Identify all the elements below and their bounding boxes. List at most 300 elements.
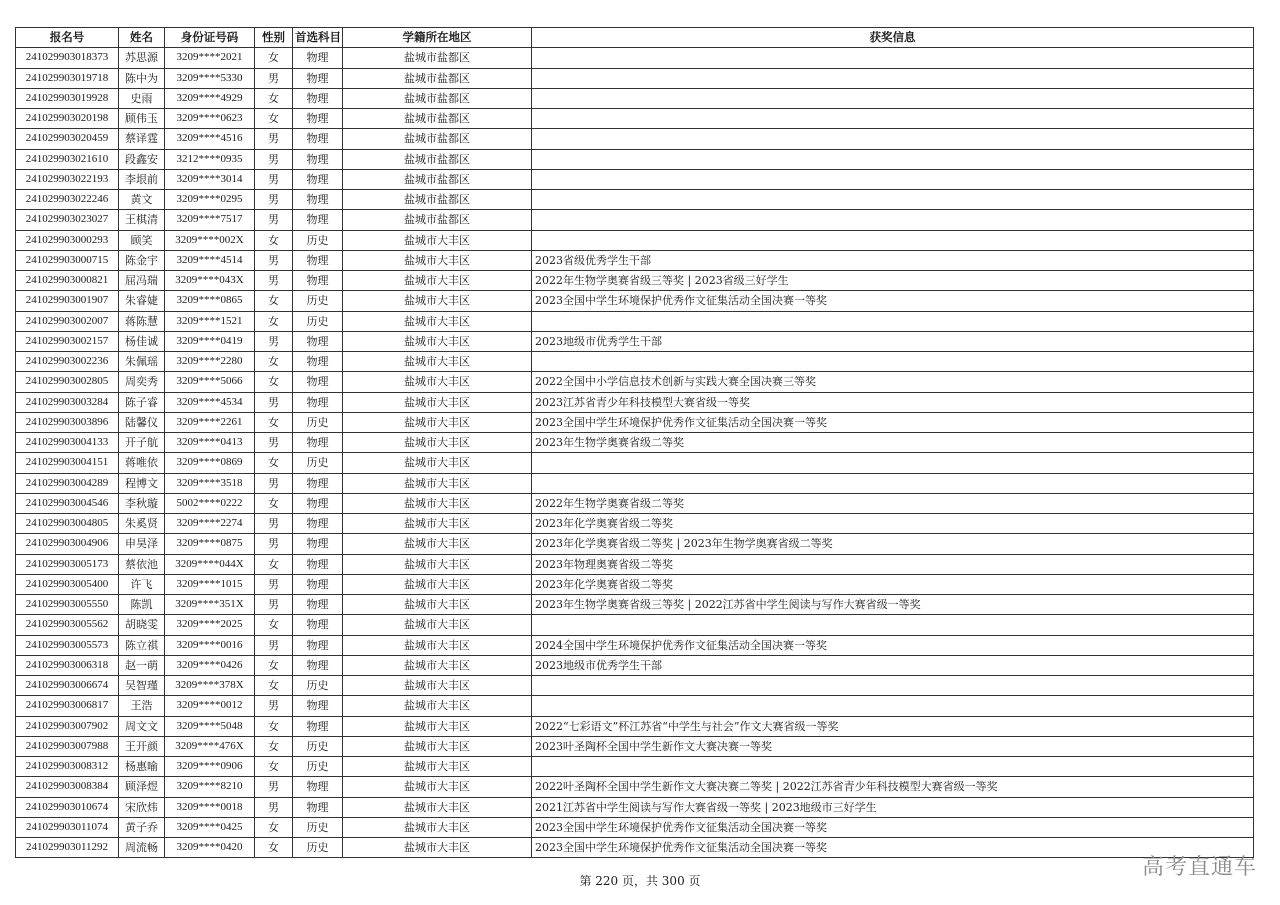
cell-gender: 女 bbox=[255, 352, 293, 372]
cell-preferred-subject: 历史 bbox=[293, 817, 343, 837]
cell-registration-no: 241029903020198 bbox=[16, 109, 119, 129]
table-row bbox=[16, 169, 1254, 189]
cell-id-number: 3209****4929 bbox=[165, 88, 255, 108]
cell-name: 申昊泽 bbox=[119, 534, 165, 554]
cell-id-number: 3209****1015 bbox=[165, 574, 255, 594]
cell-registration-no: 241029903006318 bbox=[16, 655, 119, 675]
cell-awards: 2023年化学奥赛省级二等奖 bbox=[532, 514, 1254, 534]
cell-preferred-subject: 物理 bbox=[293, 716, 343, 736]
table-body bbox=[16, 48, 1254, 858]
cell-id-number: 3212****0935 bbox=[165, 149, 255, 169]
table-row bbox=[16, 311, 1254, 331]
cell-preferred-subject: 物理 bbox=[293, 615, 343, 635]
cell-gender: 男 bbox=[255, 129, 293, 149]
cell-gender: 男 bbox=[255, 190, 293, 210]
cell-registration-no: 241029903004805 bbox=[16, 514, 119, 534]
cell-awards: 2023全国中学生环境保护优秀作文征集活动全国决赛一等奖 bbox=[532, 817, 1254, 837]
cell-name: 苏思源 bbox=[119, 48, 165, 68]
cell-region: 盐城市大丰区 bbox=[343, 676, 532, 696]
cell-awards bbox=[532, 352, 1254, 372]
table-row bbox=[16, 352, 1254, 372]
cell-awards: 2023叶圣陶杯全国中学生新作文大赛决赛一等奖 bbox=[532, 736, 1254, 756]
cell-region: 盐城市大丰区 bbox=[343, 777, 532, 797]
cell-id-number: 3209****0865 bbox=[165, 291, 255, 311]
cell-gender: 女 bbox=[255, 493, 293, 513]
cell-preferred-subject: 物理 bbox=[293, 271, 343, 291]
cell-registration-no: 241029903006817 bbox=[16, 696, 119, 716]
cell-registration-no: 241029903000293 bbox=[16, 230, 119, 250]
cell-region: 盐城市盐都区 bbox=[343, 48, 532, 68]
table-row bbox=[16, 210, 1254, 230]
table-row bbox=[16, 534, 1254, 554]
cell-id-number: 3209****5330 bbox=[165, 68, 255, 88]
cell-awards: 2023年生物学奥赛省级二等奖 bbox=[532, 433, 1254, 453]
cell-preferred-subject: 历史 bbox=[293, 311, 343, 331]
cell-preferred-subject: 物理 bbox=[293, 534, 343, 554]
cell-awards: 2023全国中学生环境保护优秀作文征集活动全国决赛一等奖 bbox=[532, 412, 1254, 432]
table-row bbox=[16, 230, 1254, 250]
cell-gender: 女 bbox=[255, 291, 293, 311]
table-row bbox=[16, 392, 1254, 412]
cell-registration-no: 241029903011074 bbox=[16, 817, 119, 837]
cell-region: 盐城市大丰区 bbox=[343, 696, 532, 716]
cell-region: 盐城市盐都区 bbox=[343, 68, 532, 88]
table-row bbox=[16, 817, 1254, 837]
cell-gender: 男 bbox=[255, 250, 293, 270]
cell-gender: 男 bbox=[255, 433, 293, 453]
cell-awards bbox=[532, 757, 1254, 777]
table-row bbox=[16, 797, 1254, 817]
cell-awards bbox=[532, 68, 1254, 88]
cell-name: 王棋清 bbox=[119, 210, 165, 230]
cell-registration-no: 241029903008384 bbox=[16, 777, 119, 797]
table-row bbox=[16, 696, 1254, 716]
cell-preferred-subject: 物理 bbox=[293, 129, 343, 149]
cell-region: 盐城市盐都区 bbox=[343, 129, 532, 149]
table-row bbox=[16, 291, 1254, 311]
cell-name: 周奕秀 bbox=[119, 372, 165, 392]
cell-id-number: 3209****1521 bbox=[165, 311, 255, 331]
table-row bbox=[16, 736, 1254, 756]
cell-registration-no: 241029903005400 bbox=[16, 574, 119, 594]
cell-id-number: 3209****0295 bbox=[165, 190, 255, 210]
cell-awards: 2023年生物学奥赛省级三等奖 | 2022江苏省中学生阅读与写作大赛省级一等奖 bbox=[532, 595, 1254, 615]
cell-region: 盐城市盐都区 bbox=[343, 169, 532, 189]
cell-awards: 2023年物理奥赛省级二等奖 bbox=[532, 554, 1254, 574]
cell-region: 盐城市大丰区 bbox=[343, 817, 532, 837]
cell-preferred-subject: 物理 bbox=[293, 493, 343, 513]
cell-id-number: 3209****0875 bbox=[165, 534, 255, 554]
cell-awards: 2022“七彩语文”杯江苏省“中学生与社会”作文大赛省级一等奖 bbox=[532, 716, 1254, 736]
cell-awards: 2023地级市优秀学生干部 bbox=[532, 331, 1254, 351]
cell-preferred-subject: 物理 bbox=[293, 149, 343, 169]
cell-gender: 女 bbox=[255, 311, 293, 331]
cell-awards bbox=[532, 210, 1254, 230]
table-row bbox=[16, 777, 1254, 797]
cell-id-number: 3209****0419 bbox=[165, 331, 255, 351]
cell-name: 顾伟玉 bbox=[119, 109, 165, 129]
cell-preferred-subject: 物理 bbox=[293, 433, 343, 453]
cell-region: 盐城市大丰区 bbox=[343, 635, 532, 655]
cell-region: 盐城市大丰区 bbox=[343, 250, 532, 270]
cell-preferred-subject: 物理 bbox=[293, 392, 343, 412]
cell-region: 盐城市大丰区 bbox=[343, 412, 532, 432]
cell-region: 盐城市大丰区 bbox=[343, 838, 532, 858]
cell-region: 盐城市大丰区 bbox=[343, 433, 532, 453]
cell-region: 盐城市盐都区 bbox=[343, 109, 532, 129]
cell-region: 盐城市大丰区 bbox=[343, 757, 532, 777]
cell-gender: 女 bbox=[255, 412, 293, 432]
cell-registration-no: 241029903005173 bbox=[16, 554, 119, 574]
table-row bbox=[16, 514, 1254, 534]
cell-id-number: 3209****0012 bbox=[165, 696, 255, 716]
cell-preferred-subject: 物理 bbox=[293, 473, 343, 493]
cell-id-number: 3209****378X bbox=[165, 676, 255, 696]
cell-gender: 女 bbox=[255, 817, 293, 837]
table-row bbox=[16, 331, 1254, 351]
cell-registration-no: 241029903000821 bbox=[16, 271, 119, 291]
cell-id-number: 3209****0869 bbox=[165, 453, 255, 473]
cell-awards bbox=[532, 169, 1254, 189]
col-header-gender: 性别 bbox=[255, 28, 293, 48]
cell-preferred-subject: 物理 bbox=[293, 48, 343, 68]
cell-gender: 男 bbox=[255, 210, 293, 230]
cell-name: 顾泽煜 bbox=[119, 777, 165, 797]
cell-awards: 2023省级优秀学生干部 bbox=[532, 250, 1254, 270]
cell-region: 盐城市盐都区 bbox=[343, 88, 532, 108]
cell-region: 盐城市大丰区 bbox=[343, 473, 532, 493]
cell-gender: 女 bbox=[255, 676, 293, 696]
cell-preferred-subject: 历史 bbox=[293, 838, 343, 858]
cell-id-number: 3209****5066 bbox=[165, 372, 255, 392]
cell-preferred-subject: 历史 bbox=[293, 736, 343, 756]
cell-awards: 2022全国中小学信息技术创新与实践大赛全国决赛三等奖 bbox=[532, 372, 1254, 392]
cell-preferred-subject: 物理 bbox=[293, 190, 343, 210]
cell-name: 顾笑 bbox=[119, 230, 165, 250]
cell-preferred-subject: 历史 bbox=[293, 412, 343, 432]
cell-name: 陈中为 bbox=[119, 68, 165, 88]
cell-id-number: 3209****476X bbox=[165, 736, 255, 756]
cell-gender: 女 bbox=[255, 109, 293, 129]
cell-awards bbox=[532, 48, 1254, 68]
cell-preferred-subject: 历史 bbox=[293, 676, 343, 696]
cell-name: 朱佩瑶 bbox=[119, 352, 165, 372]
cell-id-number: 3209****3518 bbox=[165, 473, 255, 493]
cell-preferred-subject: 历史 bbox=[293, 453, 343, 473]
cell-gender: 男 bbox=[255, 331, 293, 351]
cell-preferred-subject: 物理 bbox=[293, 514, 343, 534]
table-row bbox=[16, 554, 1254, 574]
table-row bbox=[16, 574, 1254, 594]
cell-name: 王开颜 bbox=[119, 736, 165, 756]
cell-gender: 女 bbox=[255, 88, 293, 108]
cell-region: 盐城市大丰区 bbox=[343, 736, 532, 756]
cell-registration-no: 241029903004289 bbox=[16, 473, 119, 493]
cell-registration-no: 241029903008312 bbox=[16, 757, 119, 777]
cell-awards bbox=[532, 230, 1254, 250]
cell-registration-no: 241029903001907 bbox=[16, 291, 119, 311]
watermark-text: 高考直通车 bbox=[1142, 855, 1258, 880]
cell-gender: 女 bbox=[255, 757, 293, 777]
cell-gender: 男 bbox=[255, 595, 293, 615]
cell-preferred-subject: 物理 bbox=[293, 352, 343, 372]
cell-preferred-subject: 物理 bbox=[293, 655, 343, 675]
cell-region: 盐城市大丰区 bbox=[343, 392, 532, 412]
cell-awards bbox=[532, 696, 1254, 716]
cell-region: 盐城市大丰区 bbox=[343, 534, 532, 554]
cell-id-number: 3209****3014 bbox=[165, 169, 255, 189]
table-row bbox=[16, 595, 1254, 615]
cell-registration-no: 241029903002157 bbox=[16, 331, 119, 351]
cell-gender: 女 bbox=[255, 716, 293, 736]
cell-preferred-subject: 物理 bbox=[293, 250, 343, 270]
table-row bbox=[16, 48, 1254, 68]
cell-id-number: 3209****2025 bbox=[165, 615, 255, 635]
cell-awards: 2023江苏省青少年科技模型大赛省级一等奖 bbox=[532, 392, 1254, 412]
cell-registration-no: 241029903020459 bbox=[16, 129, 119, 149]
cell-gender: 男 bbox=[255, 574, 293, 594]
cell-region: 盐城市盐都区 bbox=[343, 190, 532, 210]
cell-region: 盐城市大丰区 bbox=[343, 615, 532, 635]
cell-preferred-subject: 物理 bbox=[293, 210, 343, 230]
cell-preferred-subject: 物理 bbox=[293, 797, 343, 817]
cell-id-number: 3209****2021 bbox=[165, 48, 255, 68]
cell-name: 王浩 bbox=[119, 696, 165, 716]
cell-name: 程博文 bbox=[119, 473, 165, 493]
table-row bbox=[16, 68, 1254, 88]
table-row bbox=[16, 109, 1254, 129]
cell-name: 陈子睿 bbox=[119, 392, 165, 412]
cell-awards: 2023全国中学生环境保护优秀作文征集活动全国决赛一等奖 bbox=[532, 291, 1254, 311]
cell-gender: 女 bbox=[255, 554, 293, 574]
cell-gender: 男 bbox=[255, 696, 293, 716]
cell-awards bbox=[532, 676, 1254, 696]
cell-registration-no: 241029903022246 bbox=[16, 190, 119, 210]
cell-awards bbox=[532, 129, 1254, 149]
cell-awards bbox=[532, 149, 1254, 169]
cell-gender: 男 bbox=[255, 149, 293, 169]
cell-registration-no: 241029903005550 bbox=[16, 595, 119, 615]
col-header-name: 姓名 bbox=[119, 28, 165, 48]
table-row bbox=[16, 676, 1254, 696]
cell-awards bbox=[532, 190, 1254, 210]
cell-name: 开子航 bbox=[119, 433, 165, 453]
cell-name: 许飞 bbox=[119, 574, 165, 594]
cell-name: 黄文 bbox=[119, 190, 165, 210]
cell-region: 盐城市大丰区 bbox=[343, 372, 532, 392]
cell-id-number: 3209****0623 bbox=[165, 109, 255, 129]
cell-name: 蒋陈慧 bbox=[119, 311, 165, 331]
cell-id-number: 3209****4514 bbox=[165, 250, 255, 270]
cell-preferred-subject: 物理 bbox=[293, 777, 343, 797]
cell-gender: 男 bbox=[255, 68, 293, 88]
cell-awards bbox=[532, 88, 1254, 108]
cell-gender: 男 bbox=[255, 635, 293, 655]
cell-awards: 2022年生物学奥赛省级三等奖 | 2023省级三好学生 bbox=[532, 271, 1254, 291]
cell-gender: 女 bbox=[255, 48, 293, 68]
cell-name: 赵一萌 bbox=[119, 655, 165, 675]
cell-registration-no: 241029903023027 bbox=[16, 210, 119, 230]
cell-region: 盐城市大丰区 bbox=[343, 574, 532, 594]
cell-gender: 女 bbox=[255, 655, 293, 675]
cell-awards: 2023年化学奥赛省级二等奖 | 2023年生物学奥赛省级二等奖 bbox=[532, 534, 1254, 554]
cell-gender: 女 bbox=[255, 615, 293, 635]
cell-region: 盐城市大丰区 bbox=[343, 514, 532, 534]
col-header-preferred-subject: 首选科目 bbox=[293, 28, 343, 48]
cell-registration-no: 241029903019928 bbox=[16, 88, 119, 108]
cell-id-number: 3209****8210 bbox=[165, 777, 255, 797]
cell-awards: 2022年生物学奥赛省级二等奖 bbox=[532, 493, 1254, 513]
cell-name: 陈凯 bbox=[119, 595, 165, 615]
award-table bbox=[15, 27, 1254, 858]
cell-awards bbox=[532, 311, 1254, 331]
page-number: 第 220 页，共 300 页 bbox=[579, 874, 701, 888]
cell-registration-no: 241029903002007 bbox=[16, 311, 119, 331]
cell-gender: 女 bbox=[255, 838, 293, 858]
table-row bbox=[16, 655, 1254, 675]
cell-name: 周流畅 bbox=[119, 838, 165, 858]
cell-awards bbox=[532, 109, 1254, 129]
cell-gender: 女 bbox=[255, 736, 293, 756]
cell-id-number: 3209****5048 bbox=[165, 716, 255, 736]
cell-id-number: 3209****0426 bbox=[165, 655, 255, 675]
cell-preferred-subject: 物理 bbox=[293, 635, 343, 655]
cell-registration-no: 241029903004133 bbox=[16, 433, 119, 453]
cell-awards: 2023全国中学生环境保护优秀作文征集活动全国决赛一等奖 bbox=[532, 838, 1254, 858]
cell-id-number: 3209****0906 bbox=[165, 757, 255, 777]
cell-preferred-subject: 物理 bbox=[293, 574, 343, 594]
cell-gender: 男 bbox=[255, 797, 293, 817]
table-row bbox=[16, 433, 1254, 453]
cell-name: 宋欣炜 bbox=[119, 797, 165, 817]
cell-id-number: 3209****002X bbox=[165, 230, 255, 250]
cell-region: 盐城市大丰区 bbox=[343, 655, 532, 675]
cell-gender: 男 bbox=[255, 514, 293, 534]
cell-registration-no: 241029903003896 bbox=[16, 412, 119, 432]
cell-registration-no: 241029903003284 bbox=[16, 392, 119, 412]
cell-awards: 2021江苏省中学生阅读与写作大赛省级一等奖 | 2023地级市三好学生 bbox=[532, 797, 1254, 817]
cell-awards bbox=[532, 473, 1254, 493]
cell-preferred-subject: 物理 bbox=[293, 372, 343, 392]
cell-region: 盐城市大丰区 bbox=[343, 311, 532, 331]
cell-preferred-subject: 物理 bbox=[293, 88, 343, 108]
cell-id-number: 3209****0420 bbox=[165, 838, 255, 858]
table-row bbox=[16, 838, 1254, 858]
cell-id-number: 3209****0016 bbox=[165, 635, 255, 655]
cell-gender: 男 bbox=[255, 473, 293, 493]
table-row bbox=[16, 493, 1254, 513]
cell-registration-no: 241029903022193 bbox=[16, 169, 119, 189]
cell-id-number: 3209****0413 bbox=[165, 433, 255, 453]
cell-registration-no: 241029903004906 bbox=[16, 534, 119, 554]
cell-name: 陈立祺 bbox=[119, 635, 165, 655]
col-header-registration-no: 报名号 bbox=[16, 28, 119, 48]
cell-registration-no: 241029903021610 bbox=[16, 149, 119, 169]
cell-registration-no: 241029903000715 bbox=[16, 250, 119, 270]
cell-registration-no: 241029903002805 bbox=[16, 372, 119, 392]
cell-region: 盐城市大丰区 bbox=[343, 271, 532, 291]
table-row bbox=[16, 372, 1254, 392]
cell-region: 盐城市大丰区 bbox=[343, 493, 532, 513]
table-row bbox=[16, 271, 1254, 291]
header-row bbox=[16, 28, 1254, 48]
cell-registration-no: 241029903006674 bbox=[16, 676, 119, 696]
cell-name: 段鑫安 bbox=[119, 149, 165, 169]
cell-id-number: 3209****351X bbox=[165, 595, 255, 615]
cell-preferred-subject: 物理 bbox=[293, 169, 343, 189]
cell-gender: 女 bbox=[255, 230, 293, 250]
cell-id-number: 3209****4534 bbox=[165, 392, 255, 412]
col-header-awards: 获奖信息 bbox=[532, 28, 1254, 48]
cell-registration-no: 241029903004546 bbox=[16, 493, 119, 513]
cell-preferred-subject: 历史 bbox=[293, 291, 343, 311]
cell-preferred-subject: 物理 bbox=[293, 696, 343, 716]
cell-name: 吴智瑾 bbox=[119, 676, 165, 696]
cell-registration-no: 241029903007988 bbox=[16, 736, 119, 756]
cell-id-number: 5002****0222 bbox=[165, 493, 255, 513]
cell-name: 史雨 bbox=[119, 88, 165, 108]
cell-registration-no: 241029903004151 bbox=[16, 453, 119, 473]
cell-registration-no: 241029903018373 bbox=[16, 48, 119, 68]
cell-gender: 男 bbox=[255, 169, 293, 189]
cell-gender: 男 bbox=[255, 534, 293, 554]
cell-region: 盐城市大丰区 bbox=[343, 595, 532, 615]
cell-registration-no: 241029903010674 bbox=[16, 797, 119, 817]
cell-id-number: 3209****0425 bbox=[165, 817, 255, 837]
cell-preferred-subject: 物理 bbox=[293, 68, 343, 88]
cell-awards: 2022叶圣陶杯全国中学生新作文大赛决赛二等奖 | 2022江苏省青少年科技模型大赛省级一等奖 bbox=[532, 777, 1254, 797]
table-row bbox=[16, 757, 1254, 777]
col-header-id-number: 身份证号码 bbox=[165, 28, 255, 48]
cell-preferred-subject: 物理 bbox=[293, 331, 343, 351]
cell-name: 杨佳诚 bbox=[119, 331, 165, 351]
cell-name: 蔡译霆 bbox=[119, 129, 165, 149]
cell-registration-no: 241029903019718 bbox=[16, 68, 119, 88]
cell-id-number: 3209****044X bbox=[165, 554, 255, 574]
cell-awards bbox=[532, 615, 1254, 635]
cell-region: 盐城市大丰区 bbox=[343, 716, 532, 736]
table-row bbox=[16, 453, 1254, 473]
table-row bbox=[16, 615, 1254, 635]
cell-awards: 2023年化学奥赛省级二等奖 bbox=[532, 574, 1254, 594]
cell-name: 陆馨仪 bbox=[119, 412, 165, 432]
cell-region: 盐城市大丰区 bbox=[343, 331, 532, 351]
cell-awards: 2024全国中学生环境保护优秀作文征集活动全国决赛一等奖 bbox=[532, 635, 1254, 655]
cell-name: 李垠前 bbox=[119, 169, 165, 189]
cell-name: 黄子乔 bbox=[119, 817, 165, 837]
cell-region: 盐城市盐都区 bbox=[343, 149, 532, 169]
cell-gender: 男 bbox=[255, 392, 293, 412]
cell-region: 盐城市大丰区 bbox=[343, 797, 532, 817]
cell-registration-no: 241029903007902 bbox=[16, 716, 119, 736]
table-row bbox=[16, 473, 1254, 493]
table-row bbox=[16, 412, 1254, 432]
cell-name: 朱奚贤 bbox=[119, 514, 165, 534]
cell-name: 朱睿婕 bbox=[119, 291, 165, 311]
table-row bbox=[16, 716, 1254, 736]
cell-preferred-subject: 历史 bbox=[293, 757, 343, 777]
cell-region: 盐城市大丰区 bbox=[343, 291, 532, 311]
cell-gender: 女 bbox=[255, 372, 293, 392]
col-header-region: 学籍所在地区 bbox=[343, 28, 532, 48]
cell-preferred-subject: 物理 bbox=[293, 109, 343, 129]
cell-region: 盐城市大丰区 bbox=[343, 230, 532, 250]
cell-id-number: 3209****4516 bbox=[165, 129, 255, 149]
cell-preferred-subject: 历史 bbox=[293, 230, 343, 250]
table-row bbox=[16, 190, 1254, 210]
cell-awards: 2023地级市优秀学生干部 bbox=[532, 655, 1254, 675]
cell-preferred-subject: 物理 bbox=[293, 595, 343, 615]
